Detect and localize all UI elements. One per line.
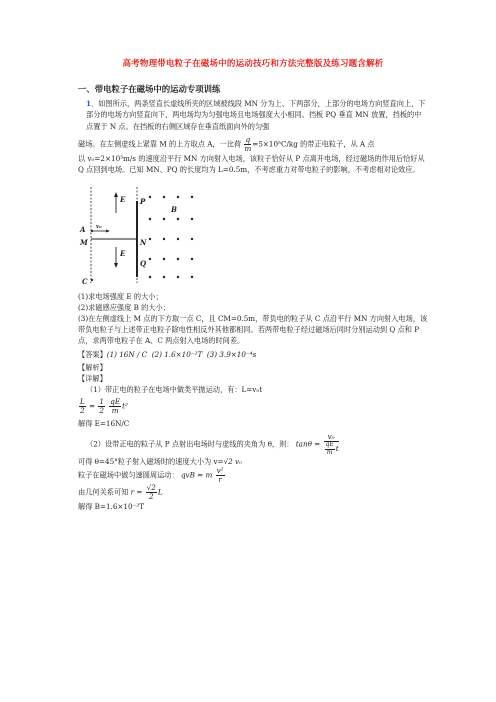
label-e-top: E: [120, 194, 126, 204]
result-e: 解得 E=16N/C: [78, 419, 130, 429]
solution-step-5: 由几何关系可知 r = $\frac{√2}{2}$ L: [78, 483, 163, 502]
label-q: Q: [140, 258, 147, 268]
label-e-bottom: E: [120, 248, 126, 258]
problem-paragraph-3: 以 v₀=2×10³m/s 的速度沿平行 MN 方向射入电场，该粒子恰好从 P 点离开电场，经过磁场的作用后恰好从 Q 点回到电场。已知 MN、PQ 的长度均为 L=0.5m，不考虑重力对带电粒子的影响，不考虑相对论效应。: [78, 153, 425, 174]
problem-paragraph-1: 1．如图所示，两条竖直长虚线所夹的区域被线段 MN 分为上、下两部分，上部分的电场方向竖直向上，下部分的电场方向竖直向下，两电场均为匀强电场且电场强度大小相同。挡板 PQ 垂直 MN 放置，挡板的中点置于 N 点。在挡板的右侧区域存在垂直纸面向外的匀强: [86, 99, 426, 131]
equation-displacement: $\frac{L}{2}$ = $\frac{1}{2}$ $\frac{qE}{m}$ t²: [80, 397, 128, 416]
label-n: N: [140, 237, 147, 247]
analysis-heading: 【解析】: [78, 362, 107, 372]
solution-step-3: 可得 θ=45°粒子射入磁场时的速度大小为 v=√2 v₀: [78, 457, 242, 467]
solution-step-1: （1）带正电的粒子在电场中做类平抛运动，有：L=v₀t: [86, 385, 263, 395]
label-b: B: [171, 204, 177, 214]
problem-number: 1．: [86, 99, 99, 109]
label-v0: v₀: [96, 223, 102, 230]
label-p: P: [140, 196, 146, 206]
field-diagram: [80, 185, 198, 286]
charge-mass-ratio-fraction: $\frac{q}{m}$: [244, 134, 252, 153]
document-page: [78, 58, 428, 512]
label-a: A: [80, 224, 86, 234]
question-3: (3)在左侧虚线上 M 点的下方取一点 C，且 CM=0.5m，带负电的粒子从 C 点沿平行 MN 方向射入电场，该带负电粒子与上述带正电粒子除电性相反外其他都相同。若两带电粒子经过磁场后同时分别运动到 Q 点和 P 点，求两带电粒子在 A、C 两点射入电场的时间差。: [78, 314, 428, 346]
tan-fraction: v₀ $\frac{qE}{m}$ t: [325, 432, 339, 456]
question-1: (1)求电场强度 E 的大小；: [78, 291, 163, 301]
problem-paragraph-2: 磁场。在左侧虚线上紧靠 M 的上方取点 A，一比荷 $\frac{q}{m}$ =5×10⁵C/kg 的带正电粒子，从 A 点: [78, 134, 375, 153]
label-m: M: [80, 237, 88, 247]
result-b: 解得 B=1.6×10⁻²T: [78, 502, 145, 512]
section-heading: 一、带电粒子在磁场中的运动专项训练: [78, 84, 221, 95]
document-title: 高考物理带电粒子在磁场中的运动技巧和方法完整版及练习题含解析: [122, 59, 384, 69]
question-2: (2)求磁感应强度 B 的大小；: [78, 302, 170, 312]
solution-step-2: （2）设带正电的粒子从 P 点射出电场时与虚线的夹角为 θ，则： tanθ = v₀ $\frac{qE}{m}$ t: [86, 432, 339, 456]
answer-line: 【答案】(1) 16N / C (2) 1.6×10⁻²T (3) 3.9×10⁻⁴s: [78, 349, 257, 359]
solution-step-4: 粒子在磁场中做匀速圆周运动： qvB = m $\frac{\text{v²}}{r}$: [78, 466, 224, 485]
detail-heading: 【详解】: [78, 373, 107, 383]
label-c: C: [82, 276, 88, 286]
